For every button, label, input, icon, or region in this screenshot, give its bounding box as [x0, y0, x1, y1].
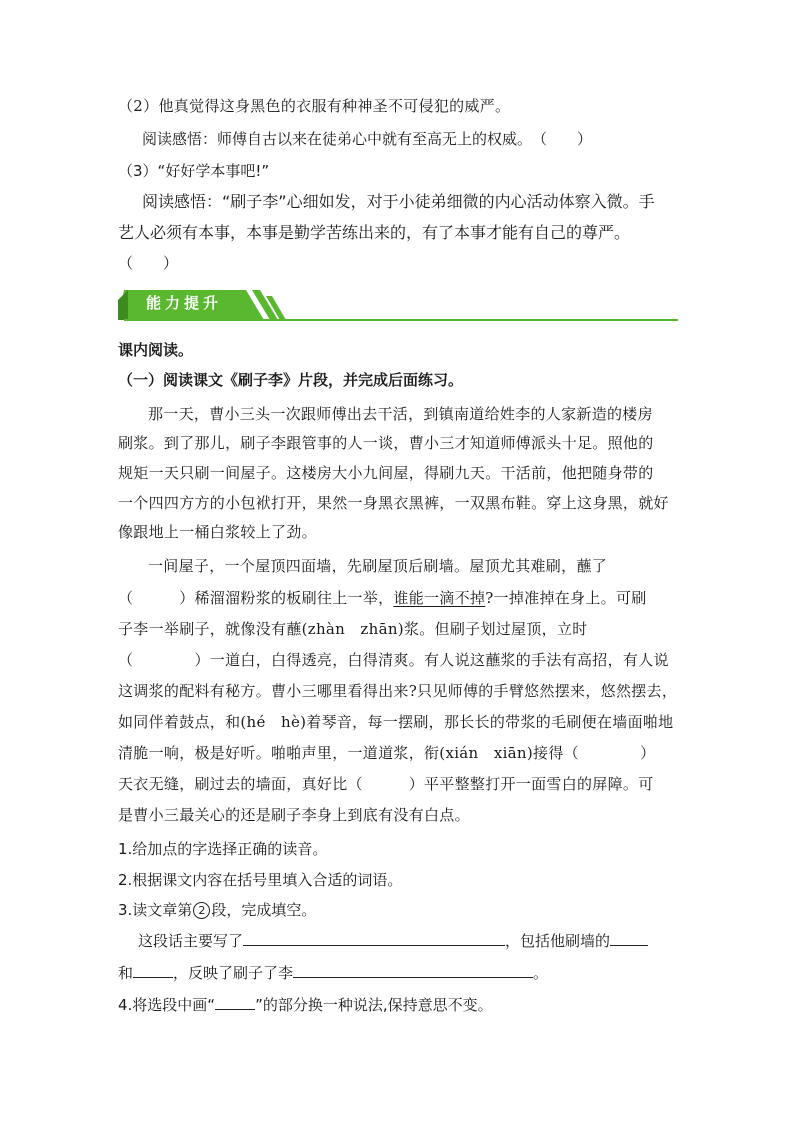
passage-p1-line3: 规矩一天只刷一间屋子。这楼房大小九间屋，得刷九天。干活前，他把随身带的	[118, 464, 654, 482]
fill-text-a: 这段话主要写了	[138, 932, 244, 950]
banner-fold	[118, 290, 128, 320]
section-banner	[118, 286, 678, 322]
answer-blank-2[interactable]	[610, 931, 648, 946]
passage-p1-line5: 像跟地上一桶白浆较上了劲。	[118, 523, 317, 541]
passage-p2-line6: 如同伴着鼓点，和(hé hè)着琴音，每一摆刷，那长长的带浆的毛刷便在墙面啪地	[118, 713, 674, 731]
answer-blank-3[interactable]	[133, 963, 173, 978]
fill-text-d: ，反映了刷子了李	[173, 964, 294, 982]
fill-text-b: ，包括他刷墙的	[505, 932, 611, 950]
passage-p2-line7: 清脆一响，极是好听。啪啪声里，一道道浆，衔(xián xiān)接得（ ）	[118, 744, 656, 762]
exercise-3	[118, 900, 678, 920]
exercise-3-fill-line1	[138, 931, 678, 951]
exercise-3-end: 段，完成填空。	[211, 901, 317, 919]
exercise-4	[118, 995, 678, 1015]
answer-blank-1[interactable]	[243, 931, 505, 946]
passage-p2-line8: 天衣无缝，刷过去的墙面，真好比（ ）平平整整打开一面雪白的屏障。可	[118, 775, 654, 793]
underlined-phrase: 谁能一滴不掉	[393, 589, 486, 607]
exercise-2: 2.根据课文内容在括号里填入合适的词语。	[118, 871, 403, 889]
passage-p2-line2-start: （ ）稀溜溜粉浆的板刷往上一举，	[118, 589, 394, 607]
answer-blank-4[interactable]	[293, 963, 533, 978]
underline-sample	[215, 995, 255, 1010]
question-3-answer-paren: （ ）	[118, 254, 179, 272]
question-3-text: （3）“好好学本事吧!”	[118, 162, 270, 180]
exercise-3-start: 3.读文章第	[118, 901, 193, 919]
passage-p1-line2: 刷浆。到了那儿，刷子李跟管事的人一谈，曹小三才知道师傅派头十足。照他的	[118, 434, 654, 452]
exercise-1: 1.给加点的字选择正确的读音。	[118, 840, 328, 858]
passage-p2-line3: 子李一举刷子，就像没有蘸(zhàn zhān)浆。但刷子划过屋顶，立时	[118, 620, 588, 638]
question-2-insight: 阅读感悟：师傅自古以来在徒弟心中就有至高无上的权威。 （ ）	[142, 130, 593, 148]
fill-text-e: 。	[533, 964, 549, 982]
passage-p2-line2-end: ?一掉准掉在身上。可刷	[485, 589, 647, 607]
question-3-insight-line2: 艺人必须有本事，本事是勤学苦练出来的，有了本事才能有自己的尊严。	[118, 223, 631, 242]
reading-heading: 课内阅读。	[118, 341, 194, 359]
fill-text-c: 和	[118, 964, 134, 982]
passage-p2-line2	[118, 588, 678, 608]
passage-p2-line4: （ ）一道白，白得透亮，白得清爽。有人说这蘸浆的手法有高招，有人说	[118, 651, 669, 669]
question-2-text: （2）他真觉得这身黑色的衣服有种神圣不可侵犯的威严。	[118, 97, 511, 115]
passage-p2-line9: 是曹小三最关心的还是刷子李身上到底有没有白点。	[118, 806, 470, 824]
passage-p1-line1: 那一天，曹小三头一次跟师傅出去干活，到镇南道给姓李的人家新造的楼房	[148, 405, 653, 423]
reading-sub-heading: （一）阅读课文《刷子李》片段，并完成后面练习。	[118, 371, 464, 389]
exercise-3-fill-line2	[118, 963, 678, 983]
question-3-insight-line1: 阅读感悟：“刷子李”心细如发，对于小徒弟细微的内心活动体察入微。手	[142, 192, 655, 211]
exercise-4-end: ”的部分换一种说法,保持意思不变。	[255, 996, 493, 1014]
exercise-4-start: 4.将选段中画“	[118, 996, 216, 1014]
passage-p2-line1: 一间屋子，一个屋顶四面墙，先刷屋顶后刷墙。屋顶尤其难刷，蘸了	[148, 557, 608, 575]
passage-p1-line4: 一个四四方方的小包袱打开，果然一身黑衣黑裤，一双黑布鞋。穿上这身黑，就好	[118, 494, 669, 512]
banner-title: 能力提升	[146, 294, 223, 312]
circled-number: 2	[193, 902, 210, 919]
passage-p2-line5: 这调浆的配料有秘方。曹小三哪里看得出来?只见师傅的手臂悠然摆来，悠然摆去，	[118, 682, 678, 700]
